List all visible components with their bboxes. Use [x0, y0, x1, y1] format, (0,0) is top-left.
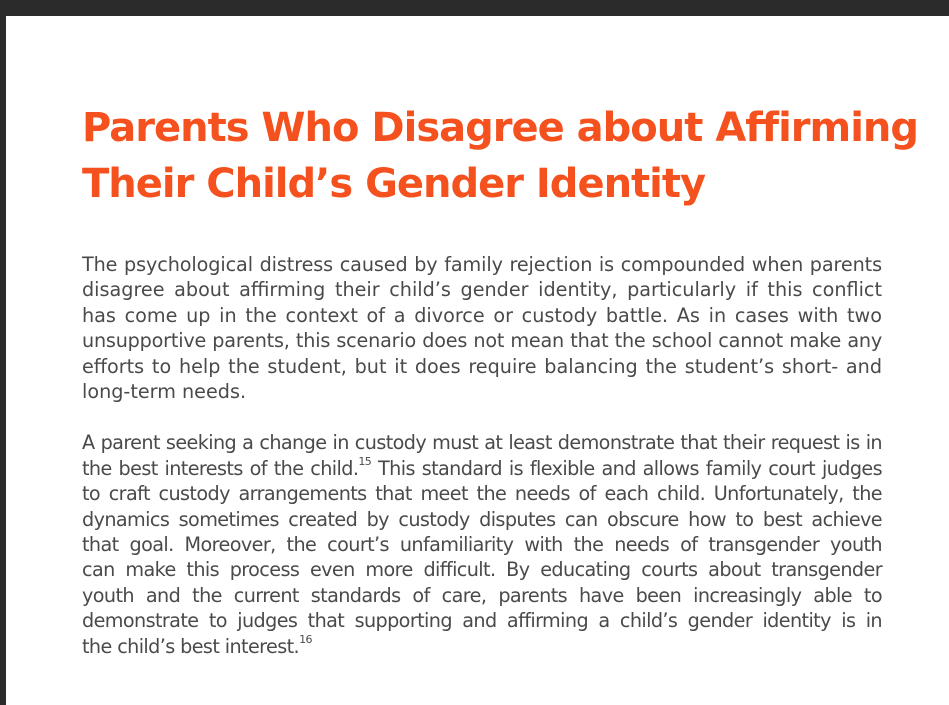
title-line-1: Parents Who Disagree about Affirming — [82, 105, 919, 151]
paragraph-2-text: the child’s best interest. — [82, 634, 300, 658]
paragraph-2-line: A parent seeking a change in custody must at least demonstrate that their request is in — [82, 431, 882, 455]
paragraph-1-line: disagree about affirming their child’s gender identity, particularly if this conflict — [82, 278, 882, 302]
paragraph-1-line: The psychological distress caused by family rejection is compounded when parents — [82, 253, 882, 276]
paragraph-2-line: that goal. Moreover, the court’s unfamiliarity with the needs of transgender youth — [82, 533, 882, 557]
document-page — [6, 16, 949, 705]
paragraph-2-line: to craft custody arrangements that meet the needs of each child. Unfortunately, the — [82, 482, 882, 506]
paragraph-1 — [82, 252, 882, 404]
document-body — [82, 252, 882, 659]
paragraph-2-line: dynamics sometimes created by custody disputes can obscure how to best achieve — [82, 507, 882, 531]
paragraph-1-line: has come up in the context of a divorce or custody battle. As in cases with two — [82, 303, 882, 327]
page-title — [82, 100, 942, 212]
paragraph-2-text: This standard is flexible and allows family court judges — [371, 456, 883, 480]
paragraph-2-line — [82, 456, 882, 481]
paragraph-1-line: long-term needs. — [82, 380, 247, 404]
paragraph-1-line: unsupportive parents, this scenario does not mean that the school cannot make any — [82, 329, 882, 353]
footnote-16: 16 — [299, 633, 312, 647]
paragraph-2-line — [82, 634, 882, 659]
paragraph-2 — [82, 430, 882, 659]
title-line-2: Their Child’s Gender Identity — [82, 161, 706, 207]
paragraph-2-line: youth and the current standards of care, parents have been increasingly able to — [82, 583, 882, 607]
paragraph-2-line: can make this process even more difficult. By educating courts about transgender — [82, 558, 882, 582]
paragraph-2-line: demonstrate to judges that supporting and affirming a child’s gender identity is in — [82, 609, 882, 633]
paragraph-1-line: efforts to help the student, but it does require balancing the student’s short- and — [82, 354, 882, 378]
paragraph-2-text: the best interests of the child. — [82, 456, 359, 480]
footnote-15: 15 — [358, 455, 372, 469]
